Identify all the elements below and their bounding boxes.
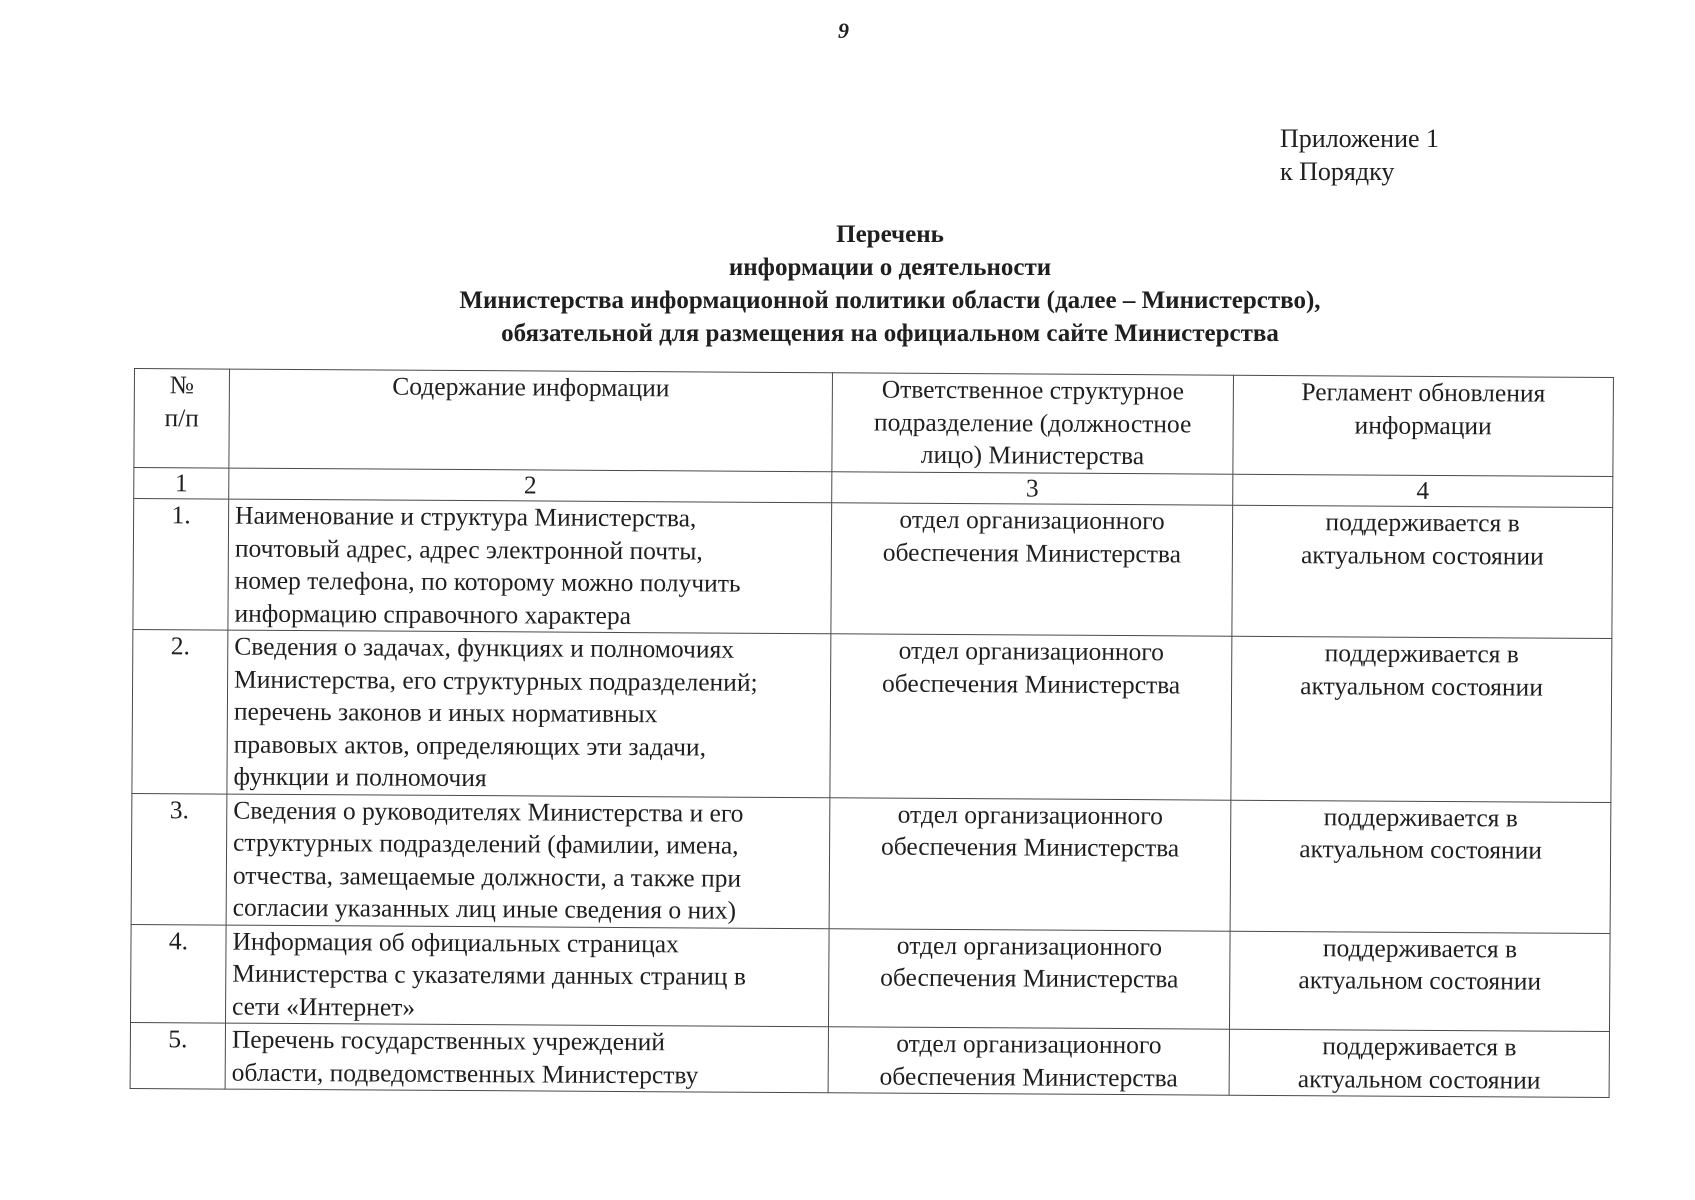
department-line: обеспечения Министерства <box>880 831 1180 863</box>
content-line: номер телефона, по которому можно получить <box>234 565 741 598</box>
header-line: п/п <box>164 402 199 432</box>
regulation-line: актуальном состоянии <box>1297 1063 1541 1095</box>
header-line: лицо) Министерства <box>920 439 1145 471</box>
column-number: 2 <box>229 468 832 503</box>
department-line: отдел организационного <box>897 799 1164 830</box>
table-row <box>132 629 1612 802</box>
department-line: отдел организационного <box>899 504 1165 536</box>
content-line: правовых актов, определяющих эти задачи, <box>233 729 707 762</box>
department-line: обеспечения Министерства <box>880 962 1179 994</box>
department-line: обеспечения Министерства <box>879 1061 1178 1092</box>
regulation-line: поддерживается в <box>1322 1031 1517 1062</box>
regulation-line: актуальном состоянии <box>1300 539 1544 571</box>
content-line: согласии указанных лиц иные сведения о них) <box>232 892 737 925</box>
row-department <box>829 797 1231 930</box>
row-content <box>226 925 830 1027</box>
row-content <box>226 794 830 929</box>
header-department <box>832 373 1234 474</box>
content-line: Сведения о задачах, функциях и полномочиях <box>234 631 735 664</box>
column-number: 4 <box>1233 474 1613 507</box>
regulation-line: актуальном состоянии <box>1299 834 1543 865</box>
header-line: Содержание информации <box>392 371 670 403</box>
document-title <box>300 218 1480 350</box>
content-line: Министерства с указателями данных страниц в <box>232 958 747 991</box>
header-line: Ответственное структурное <box>881 374 1185 406</box>
row-department <box>828 928 1230 1029</box>
table-header-row <box>134 369 1614 477</box>
title-line: Министерства информационной политики области (далее – Министерство), <box>459 287 1321 314</box>
department-line: обеспечения Министерства <box>882 537 1182 568</box>
regulation-line: поддерживается в <box>1324 638 1519 669</box>
content-line: Сведения о руководителях Министерства и его <box>233 795 744 828</box>
row-regulation <box>1229 931 1610 1032</box>
header-content <box>229 369 833 472</box>
row-content <box>227 630 831 797</box>
information-table <box>130 368 1614 1098</box>
row-number: 2. <box>132 629 228 793</box>
content-line: сети «Интернет» <box>232 991 416 1022</box>
table-row <box>133 499 1613 639</box>
page-number: 9 <box>838 18 849 43</box>
title-line: информации о деятельности <box>728 254 1052 281</box>
regulation-line: поддерживается в <box>1325 507 1520 538</box>
row-department <box>828 1027 1229 1095</box>
content-line: почтовый адрес, адрес электронной почты, <box>234 533 703 565</box>
row-department <box>830 634 1232 800</box>
header-number <box>134 369 230 469</box>
table-row <box>131 793 1611 933</box>
row-content <box>225 1023 828 1093</box>
header-line: информации <box>1354 409 1492 440</box>
content-line: Министерства, его структурных подразделений; <box>234 664 758 697</box>
row-number: 1. <box>133 499 229 631</box>
row-number: 3. <box>131 793 227 925</box>
regulation-line: актуальном состоянии <box>1298 965 1542 996</box>
regulation-line: актуальном состоянии <box>1300 670 1544 702</box>
row-regulation <box>1231 636 1612 802</box>
row-department <box>831 503 1233 636</box>
department-line: отдел организационного <box>898 635 1164 667</box>
content-line: отчества, замещаемые должности, а также при <box>232 860 742 893</box>
title-line: обязательной для размещения на официальном сайте Министерства <box>501 320 1279 347</box>
content-line: перечень законов и иных нормативных <box>233 696 658 729</box>
annex-label <box>1280 122 1439 188</box>
content-line: Перечень государственных учреждений <box>231 1024 666 1057</box>
content-line: Наименование и структура Министерства, <box>235 500 697 533</box>
header-regulation <box>1233 375 1614 476</box>
annex-line: к Порядку <box>1280 157 1395 186</box>
title-line: Перечень <box>836 221 944 248</box>
department-line: отдел организационного <box>896 930 1163 961</box>
row-regulation <box>1230 800 1611 933</box>
department-line: отдел организационного <box>896 1028 1162 1060</box>
row-number: 5. <box>130 1022 225 1089</box>
regulation-line: поддерживается в <box>1322 932 1518 963</box>
content-line: информацию справочного характера <box>234 598 632 630</box>
content-line: структурных подразделений (фамилии, имена, <box>233 827 739 860</box>
column-number: 3 <box>832 472 1233 505</box>
row-regulation <box>1232 505 1613 638</box>
table-row <box>131 924 1611 1032</box>
header-line: № <box>169 370 195 400</box>
content-line: Информация об официальных страницах <box>232 926 679 958</box>
table-row <box>130 1022 1609 1097</box>
row-regulation <box>1229 1029 1609 1097</box>
column-number: 1 <box>134 468 229 500</box>
department-line: обеспечения Министерства <box>881 668 1181 699</box>
annex-line: Приложение 1 <box>1280 124 1440 153</box>
row-number: 4. <box>131 924 227 1023</box>
content-line: функции и полномочия <box>233 761 487 793</box>
content-line: области, подведомственных Министерству <box>231 1057 699 1089</box>
header-line: Регламент обновления <box>1301 377 1546 408</box>
header-line: подразделение (должностное <box>873 407 1192 438</box>
row-content <box>228 499 832 634</box>
regulation-line: поддерживается в <box>1323 801 1518 832</box>
